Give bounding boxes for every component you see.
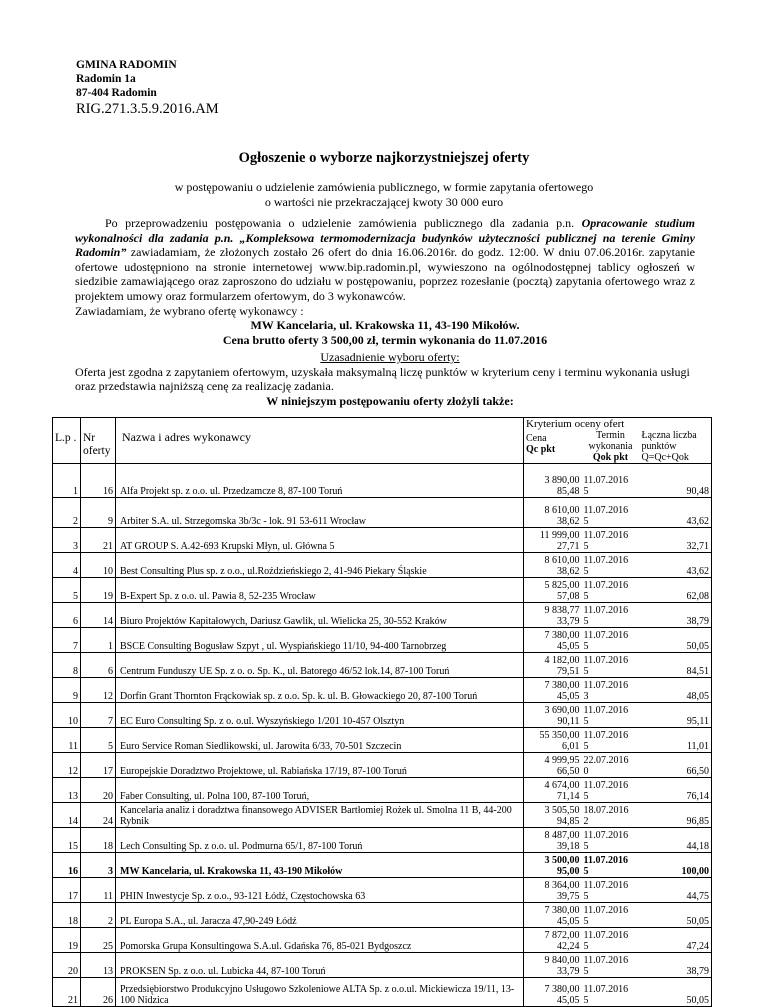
- cell-qc: 38,62: [557, 515, 580, 527]
- cell-price: [524, 463, 582, 497]
- cell-lp: 8: [53, 652, 81, 677]
- cell-lp: 7: [53, 627, 81, 652]
- table-row: [53, 577, 712, 602]
- cell-termin: 11.07.2016: [583, 654, 629, 666]
- cell-total: 90,48: [640, 463, 712, 497]
- cell-qok: 5: [583, 615, 589, 627]
- cell-qok: 5: [583, 715, 589, 727]
- cell-total: 50,05: [640, 627, 712, 652]
- cell-qc: 27,71: [557, 540, 580, 552]
- subtitle-line1: w postępowaniu o udzielenie zamówienia publicznego, w formie zapytania ofertowego: [174, 180, 594, 194]
- cell-termin: 22.07.2016: [583, 754, 629, 766]
- cell-nr: 13: [81, 952, 116, 977]
- cell-price: [524, 677, 582, 702]
- cell-price: [524, 652, 582, 677]
- cell-qok: 5: [583, 540, 589, 552]
- cell-qok: 5: [583, 590, 589, 602]
- cell-nr: 5: [81, 727, 116, 752]
- cell-deadline: [582, 702, 640, 727]
- cell-total: 62,08: [640, 577, 712, 602]
- cell-total: 32,71: [640, 527, 712, 552]
- cell-lp: 14: [53, 802, 81, 827]
- cell-cena: 3 500,00: [544, 854, 580, 866]
- cell-termin: 11.07.2016: [583, 879, 629, 891]
- selection-notice: Zawiadamiam, że wybrano ofertę wykonawcy :: [75, 303, 304, 318]
- cell-lp: 5: [53, 577, 81, 602]
- cell-name: Biuro Projektów Kapitałowych, Dariusz Gawlik, ul. Wielicka 25, 30-552 Kraków: [116, 602, 524, 627]
- header-name: Nazwa i adres wykonawcy: [116, 418, 524, 464]
- cell-total: 50,05: [640, 902, 712, 927]
- cell-price: [524, 727, 582, 752]
- cell-lp: 18: [53, 902, 81, 927]
- reference-number: RIG.271.3.5.9.2016.AM: [76, 101, 219, 117]
- cell-name: Best Consulting Plus sp. z o.o., ul.Roździeńskiego 2, 41-946 Piekary Śląskie: [116, 552, 524, 577]
- cell-termin: 11.07.2016: [583, 854, 628, 866]
- cell-deadline: [582, 977, 640, 1006]
- cell-qok: 3: [583, 690, 589, 702]
- cell-name: Faber Consulting, ul. Polna 100, 87-100 Toruń,: [116, 777, 524, 802]
- cell-qc: 85,48: [557, 485, 580, 497]
- cell-termin: 11.07.2016: [583, 929, 629, 941]
- cell-name: Europejskie Doradztwo Projektowe, ul. Rabiańska 17/19, 87-100 Toruń: [116, 752, 524, 777]
- cell-cena: 3 890,00: [544, 474, 580, 486]
- cell-lp: 1: [53, 463, 81, 497]
- cell-nr: 6: [81, 652, 116, 677]
- cell-lp: 4: [53, 552, 81, 577]
- cell-nr: 2: [81, 902, 116, 927]
- cell-deadline: [582, 527, 640, 552]
- cell-nr: 3: [81, 852, 116, 877]
- cell-cena: 4 674,00: [544, 779, 580, 791]
- cell-lp: 10: [53, 702, 81, 727]
- cell-nr: 9: [81, 497, 116, 527]
- cell-price: [524, 527, 582, 552]
- cell-total: 43,62: [640, 497, 712, 527]
- cell-qok: 5: [583, 940, 589, 952]
- cell-termin: 18.07.2016: [583, 804, 629, 816]
- cell-nr: 19: [81, 577, 116, 602]
- table-row: [53, 727, 712, 752]
- cell-price: [524, 852, 582, 877]
- cell-name: Euro Service Roman Siedlikowski, ul. Jarowita 6/33, 70-501 Szczecin: [116, 727, 524, 752]
- cell-price: [524, 602, 582, 627]
- cell-price: [524, 952, 582, 977]
- cell-name: Kancelaria analiz i doradztwa finansowego ADVISER Bartłomiej Rożek ul. Smolna 11 B, 44-200 Rybnik: [116, 802, 524, 827]
- cell-nr: 20: [81, 777, 116, 802]
- cell-name: PROKSEN Sp. z o.o. ul. Lubicka 44, 87-100 Toruń: [116, 952, 524, 977]
- cell-termin: 11.07.2016: [583, 474, 629, 486]
- cell-deadline: [582, 602, 640, 627]
- cell-qok: 5: [583, 915, 589, 927]
- cell-deadline: [582, 952, 640, 977]
- org-address-line2: 87-404 Radomin: [76, 87, 157, 99]
- cell-name: AT GROUP S. A.42-693 Krupski Młyn, ul. Główna 5: [116, 527, 524, 552]
- org-address-line1: Radomin 1a: [76, 73, 136, 85]
- cell-cena: 4 999,95: [544, 754, 580, 766]
- cell-termin: 11.07.2016: [583, 604, 629, 616]
- cell-total: 11,01: [640, 727, 712, 752]
- cell-price: [524, 577, 582, 602]
- cell-total: 100,00: [640, 852, 712, 877]
- cell-qc: 38,62: [557, 565, 580, 577]
- cell-cena: 7 872,00: [544, 929, 580, 941]
- cell-price: [524, 802, 582, 827]
- cell-total: 50,05: [640, 977, 712, 1006]
- header-cena-label: Cena: [526, 432, 547, 444]
- header-termin: [582, 430, 640, 464]
- cell-cena: 3 690,00: [544, 704, 580, 716]
- cell-lp: 13: [53, 777, 81, 802]
- cell-qok: 5: [583, 640, 589, 652]
- cell-termin: 11.07.2016: [583, 779, 629, 791]
- cell-name: MW Kancelaria, ul. Krakowska 11, 43-190 Mikołów: [116, 852, 524, 877]
- cell-lp: 2: [53, 497, 81, 527]
- cell-qok: 5: [583, 515, 589, 527]
- cell-price: [524, 777, 582, 802]
- cell-deadline: [582, 463, 640, 497]
- cell-deadline: [582, 827, 640, 852]
- cell-lp: 11: [53, 727, 81, 752]
- cell-qc: 45,05: [557, 994, 580, 1006]
- header-total: Łączna liczba punktów Q=Qc+Qok: [640, 430, 712, 464]
- table-row: [53, 527, 712, 552]
- cell-nr: 18: [81, 827, 116, 852]
- cell-termin: 11.07.2016: [583, 504, 629, 516]
- page-title: Ogłoszenie o wyborze najkorzystniejszej oferty: [238, 150, 530, 166]
- cell-name: Przedsiębiorstwo Produkcyjno Usługowo Szkoleniowe ALTA Sp. z o.o.ul. Mickiewicza 19/11, 13-100 Nidzica: [116, 977, 524, 1006]
- cell-cena: 55 350,00: [539, 729, 580, 741]
- cell-price: [524, 752, 582, 777]
- task-name: Opracowanie studium wykonalności dla zadania p.n. „Kompleksowa termomodernizacja budynków użyteczności publicznej na terenie Gminy Radomin”: [75, 216, 695, 260]
- cell-qok: 5: [583, 865, 589, 877]
- cell-lp: 17: [53, 877, 81, 902]
- cell-total: 84,51: [640, 652, 712, 677]
- cell-total: 38,79: [640, 602, 712, 627]
- table-row: [53, 952, 712, 977]
- table-row: [53, 827, 712, 852]
- cell-nr: 24: [81, 802, 116, 827]
- cell-deadline: [582, 877, 640, 902]
- cell-nr: 12: [81, 677, 116, 702]
- cell-qc: 45,05: [557, 690, 580, 702]
- cell-cena: 7 380,00: [544, 629, 580, 641]
- table-row: [53, 802, 712, 827]
- cell-qc: 33,79: [557, 615, 580, 627]
- cell-deadline: [582, 727, 640, 752]
- table-row: [53, 852, 712, 877]
- cell-nr: 25: [81, 927, 116, 952]
- winner-price: Cena brutto oferty 3 500,00 zł, termin wykonania do 11.07.2016: [222, 332, 548, 347]
- table-row: [53, 752, 712, 777]
- table-row: [53, 677, 712, 702]
- cell-total: 96,85: [640, 802, 712, 827]
- cell-lp: 21: [53, 977, 81, 1006]
- table-row: [53, 463, 712, 497]
- cell-deadline: [582, 497, 640, 527]
- cell-name: Arbiter S.A. ul. Strzegomska 3b/3c - lok. 91 53-611 Wrocław: [116, 497, 524, 527]
- cell-total: 95,11: [640, 702, 712, 727]
- cell-termin: 11.07.2016: [583, 579, 629, 591]
- cell-total: 66,50: [640, 752, 712, 777]
- table-row: [53, 977, 712, 1006]
- cell-qc: 94,85: [557, 815, 580, 827]
- header-criteria: Kryterium oceny ofert: [524, 418, 712, 430]
- cell-cena: 9 838,77: [544, 604, 580, 616]
- subtitle-line2: o wartości nie przekraczającej kwoty 30 000 euro: [264, 195, 504, 209]
- header-cena: [524, 430, 582, 464]
- cell-price: [524, 627, 582, 652]
- table-row: [53, 902, 712, 927]
- cell-deadline: [582, 777, 640, 802]
- cell-cena: 8 610,00: [544, 554, 580, 566]
- cell-lp: 3: [53, 527, 81, 552]
- cell-qok: 2: [583, 815, 589, 827]
- cell-qc: 66,50: [557, 765, 580, 777]
- cell-qc: 39,18: [557, 840, 580, 852]
- cell-cena: 4 182,00: [544, 654, 580, 666]
- cell-price: [524, 877, 582, 902]
- cell-qc: 6,01: [562, 740, 580, 752]
- justification: [75, 350, 705, 408]
- cell-deadline: [582, 852, 640, 877]
- cell-deadline: [582, 652, 640, 677]
- cell-total: 43,62: [640, 552, 712, 577]
- offers-table: [52, 417, 712, 1007]
- cell-name: B-Expert Sp. z o.o. ul. Pawia 8, 52-235 Wrocław: [116, 577, 524, 602]
- cell-termin: 11.07.2016: [583, 954, 629, 966]
- cell-name: Centrum Funduszy UE Sp. z o. o. Sp. K., ul. Batorego 46/52 lok.14, 87-100 Toruń: [116, 652, 524, 677]
- cell-nr: 7: [81, 702, 116, 727]
- cell-nr: 14: [81, 602, 116, 627]
- cell-total: 48,05: [640, 677, 712, 702]
- cell-lp: 9: [53, 677, 81, 702]
- cell-qok: 5: [583, 565, 589, 577]
- header-termin-label: Termin wykonania: [588, 429, 633, 452]
- cell-cena: 8 610,00: [544, 504, 580, 516]
- cell-name: Dorfin Grant Thornton Frąckowiak sp. z o.o. Sp. k. ul. B. Głowackiego 20, 87-100 Toruń: [116, 677, 524, 702]
- cell-name: BSCE Consulting Bogusław Szpyt , ul. Wyspiańskiego 11/10, 94-400 Tarnobrzeg: [116, 627, 524, 652]
- cell-qc: 90,11: [557, 715, 580, 727]
- cell-qok: 5: [583, 840, 589, 852]
- cell-termin: 11.07.2016: [583, 704, 629, 716]
- cell-lp: 16: [53, 852, 81, 877]
- cell-name: Lech Consulting Sp. z o.o. ul. Podmurna 65/1, 87-100 Toruń: [116, 827, 524, 852]
- cell-total: 47,24: [640, 927, 712, 952]
- cell-deadline: [582, 577, 640, 602]
- cell-qc: 45,05: [557, 640, 580, 652]
- cell-qok: 5: [583, 740, 589, 752]
- justification-text: Oferta jest zgodna z zapytaniem ofertowym, uzyskała maksymalną liczę punktów w kryterium ceny i terminu wykonania usługi oraz przedstawia najniższą cenę za realizację zadania.: [75, 364, 690, 394]
- cell-qok: 5: [583, 485, 589, 497]
- cell-deadline: [582, 802, 640, 827]
- intro-text-c: zawiadamiam, że złożonych zostało 26 ofert do dnia 16.06.2016r. do godz. 12:00. W dniu 07.06.2016r. zapytanie ofertowe udostępniono na stronie internetowej www.bip.radomin.pl, wywieszono na ogólnodostępnej tablicy ogłoszeń w siedzibie zamawiającego oraz zaproszono do udziału w postępowaniu, poprzez rozesłanie (pocztą) zapytania ofertowego wraz z projektem umowy oraz formularzem ofertowym, do 3 wykonawców.: [75, 245, 695, 303]
- announcement-body: [75, 216, 695, 347]
- cell-deadline: [582, 927, 640, 952]
- cell-total: 44,75: [640, 877, 712, 902]
- cell-name: EC Euro Consulting Sp. z o. o.ul. Wyszyńskiego 1/201 10-457 Olsztyn: [116, 702, 524, 727]
- winner-name: MW Kancelaria, ul. Krakowska 11, 43-190 Mikołów.: [250, 318, 520, 333]
- cell-cena: 11 999,00: [539, 529, 580, 541]
- org-name: GMINA RADOMIN: [76, 59, 177, 71]
- cell-termin: 11.07.2016: [583, 829, 629, 841]
- cell-qc: 39,75: [557, 890, 580, 902]
- cell-qc: 33,79: [557, 965, 580, 977]
- cell-qc: 45,05: [557, 915, 580, 927]
- cell-total: 76,14: [640, 777, 712, 802]
- cell-price: [524, 902, 582, 927]
- cell-cena: 7 380,00: [544, 904, 580, 916]
- cell-cena: 8 364,00: [544, 879, 580, 891]
- table-row: [53, 777, 712, 802]
- cell-termin: 11.07.2016: [583, 679, 629, 691]
- cell-lp: 20: [53, 952, 81, 977]
- cell-termin: 11.07.2016: [583, 529, 629, 541]
- table-row: [53, 497, 712, 527]
- cell-lp: 12: [53, 752, 81, 777]
- table-row: [53, 877, 712, 902]
- cell-name: PL Europa S.A., ul. Jaracza 47,90-249 Łódź: [116, 902, 524, 927]
- cell-nr: 21: [81, 527, 116, 552]
- cell-qc: 42,24: [557, 940, 580, 952]
- cell-nr: 10: [81, 552, 116, 577]
- cell-cena: 3 505,50: [544, 804, 580, 816]
- header-lp: L.p .: [53, 418, 81, 464]
- cell-name: PHIN Inwestycje Sp. z o.o., 93-121 Łódź, Częstochowska 63: [116, 877, 524, 902]
- cell-termin: 11.07.2016: [583, 554, 629, 566]
- cell-lp: 15: [53, 827, 81, 852]
- cell-price: [524, 927, 582, 952]
- cell-deadline: [582, 627, 640, 652]
- cell-deadline: [582, 677, 640, 702]
- cell-qok: 0: [583, 765, 589, 777]
- table-row: [53, 652, 712, 677]
- cell-termin: 11.07.2016: [583, 629, 629, 641]
- cell-qc: 79,51: [557, 665, 580, 677]
- letterhead: [76, 58, 219, 116]
- table-row: [53, 702, 712, 727]
- cell-qc: 71,14: [557, 790, 580, 802]
- cell-nr: 11: [81, 877, 116, 902]
- cell-termin: 11.07.2016: [583, 729, 629, 741]
- header-qc-label: Qc pkt: [526, 443, 556, 455]
- table-row: [53, 602, 712, 627]
- cell-price: [524, 497, 582, 527]
- cell-total: 44,18: [640, 827, 712, 852]
- cell-qok: 5: [583, 665, 589, 677]
- header-qok-label: Qok pkt: [592, 451, 629, 463]
- table-row: [53, 627, 712, 652]
- other-offers-heading: W niniejszym postępowaniu oferty złożyli także:: [266, 393, 514, 408]
- cell-price: [524, 977, 582, 1006]
- cell-qc: 95,00: [557, 865, 580, 877]
- cell-qok: 5: [583, 965, 589, 977]
- cell-name: Alfa Projekt sp. z o.o. ul. Przedzamcze 8, 87-100 Toruń: [116, 463, 524, 497]
- cell-qok: 5: [583, 790, 589, 802]
- cell-nr: 17: [81, 752, 116, 777]
- cell-nr: 1: [81, 627, 116, 652]
- cell-lp: 6: [53, 602, 81, 627]
- cell-deadline: [582, 902, 640, 927]
- cell-nr: 26: [81, 977, 116, 1006]
- subtitle: [0, 180, 768, 210]
- justification-heading: Uzasadnienie wyboru oferty:: [320, 350, 460, 364]
- intro-paragraph: [75, 216, 695, 304]
- cell-deadline: [582, 552, 640, 577]
- intro-text-a: Po przeprowadzeniu postępowania o udzielenie zamówienia publicznego dla zadania p.n.: [105, 216, 582, 230]
- cell-name: Pomorska Grupa Konsultingowa S.A.ul. Gdańska 76, 85-021 Bydgoszcz: [116, 927, 524, 952]
- cell-nr: 16: [81, 463, 116, 497]
- cell-cena: 7 380,00: [544, 679, 580, 691]
- table-row: [53, 552, 712, 577]
- cell-price: [524, 552, 582, 577]
- cell-termin: 11.07.2016: [583, 904, 629, 916]
- cell-price: [524, 827, 582, 852]
- cell-cena: 7 380,00: [544, 983, 580, 995]
- cell-lp: 19: [53, 927, 81, 952]
- cell-cena: 5 825,00: [544, 579, 580, 591]
- cell-termin: 11.07.2016: [583, 983, 629, 995]
- cell-qok: 5: [583, 994, 589, 1006]
- cell-cena: 9 840,00: [544, 954, 580, 966]
- cell-qc: 57,08: [557, 590, 580, 602]
- table-row: [53, 927, 712, 952]
- cell-qok: 5: [583, 890, 589, 902]
- cell-price: [524, 702, 582, 727]
- cell-cena: 8 487,00: [544, 829, 580, 841]
- header-nr: Nr oferty: [81, 418, 116, 464]
- cell-total: 38,79: [640, 952, 712, 977]
- cell-deadline: [582, 752, 640, 777]
